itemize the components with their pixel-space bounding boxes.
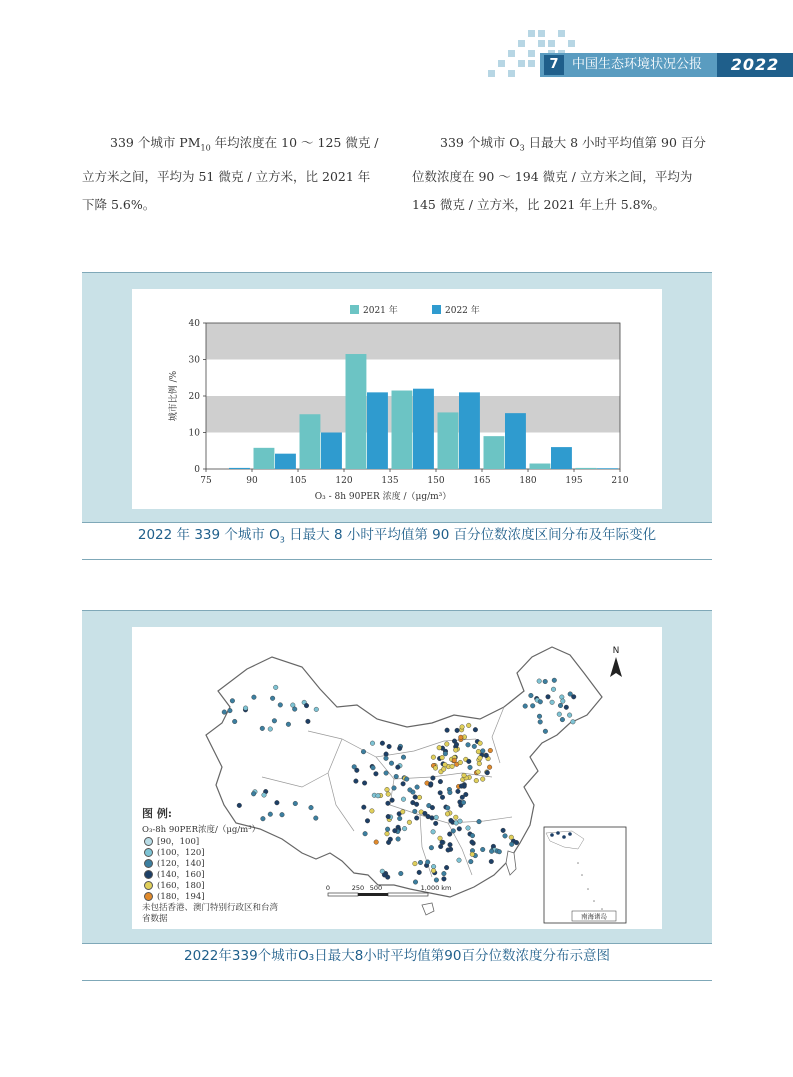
city-marker [407, 820, 412, 825]
city-marker [446, 848, 451, 853]
city-marker [272, 719, 277, 724]
city-marker [458, 819, 463, 824]
map-legend-note: 未包括香港、澳门特别行政区和台湾省数据 [142, 903, 279, 924]
legend-item-100-120: (100，120] [144, 846, 205, 858]
city-marker [397, 816, 402, 821]
city-marker [466, 743, 471, 748]
city-marker [232, 719, 237, 724]
city-marker [430, 805, 435, 810]
x-tick-label: 210 [611, 476, 629, 486]
city-marker [472, 744, 477, 749]
city-marker [222, 710, 227, 715]
city-marker [431, 830, 436, 835]
city-marker [384, 771, 389, 776]
y-tick-label: 0 [194, 465, 200, 475]
city-marker [445, 742, 450, 747]
city-marker [431, 868, 436, 873]
bar-2021-bin-5 [438, 412, 459, 469]
city-marker [469, 859, 474, 864]
city-marker [470, 852, 475, 857]
city-marker [363, 831, 368, 836]
city-marker [384, 756, 389, 761]
city-marker [251, 792, 256, 797]
bar-2022-bin-5 [459, 392, 480, 469]
city-marker [438, 844, 443, 849]
city-marker [423, 811, 428, 816]
city-marker [489, 859, 494, 864]
city-marker [275, 800, 280, 805]
bar-2022-bin-8 [597, 468, 618, 469]
city-marker [523, 704, 528, 709]
city-marker [418, 860, 423, 865]
report-title: 中国生态环境状况公报 [572, 57, 703, 72]
city-marker [551, 687, 556, 692]
city-marker [484, 753, 489, 758]
city-marker [260, 726, 265, 731]
city-marker [442, 871, 447, 876]
scale-label-1000: 1,000 km [420, 884, 452, 892]
city-marker [552, 678, 557, 683]
city-marker [384, 752, 389, 757]
city-marker [380, 741, 385, 746]
city-marker [458, 760, 463, 765]
city-marker [413, 809, 418, 814]
city-marker [470, 833, 475, 838]
bar-2021-bin-2 [300, 414, 321, 469]
city-marker [557, 712, 562, 717]
city-marker [243, 706, 248, 711]
city-marker [485, 770, 490, 775]
city-marker [400, 810, 405, 815]
city-marker [454, 815, 459, 820]
x-tick-label: 105 [289, 476, 307, 486]
y-tick-label: 40 [188, 319, 200, 329]
city-marker [537, 679, 542, 684]
bar-2021-bin-7 [530, 464, 551, 469]
city-marker [304, 703, 309, 708]
city-marker [268, 727, 273, 732]
city-marker [401, 755, 406, 760]
city-marker [397, 746, 402, 751]
city-marker [414, 802, 419, 807]
city-marker [371, 765, 376, 770]
city-marker [431, 755, 436, 760]
grid-band [206, 323, 620, 360]
chart-figure-panel [82, 272, 712, 523]
city-marker [252, 695, 257, 700]
inset-label: 南海诸岛 [581, 912, 607, 921]
city-marker [393, 828, 398, 833]
x-tick-label: 75 [200, 476, 212, 486]
map-canvas [132, 627, 662, 929]
city-marker [538, 700, 543, 705]
city-marker [442, 877, 447, 882]
pm10-paragraph: 339 个城市 $PM_{10}$ 年均浓度在 10 ～ 125 微克 / 立方米之间，平均为 51 微克 / 立方米，比 2021 年下降 5.6%。 [82, 135, 379, 212]
city-marker [394, 774, 399, 779]
city-marker [376, 793, 381, 798]
legend-swatch-0 [350, 305, 359, 314]
city-marker [438, 779, 443, 784]
city-marker [280, 812, 285, 817]
city-marker [452, 758, 457, 763]
city-marker [460, 725, 465, 730]
city-marker [278, 703, 283, 708]
x-tick-label: 165 [473, 476, 491, 486]
legend-dot-icon [144, 837, 153, 846]
city-marker [385, 787, 390, 792]
south-china-sea-inset [544, 827, 626, 923]
city-marker [413, 880, 418, 885]
city-marker [386, 792, 391, 797]
city-marker [443, 762, 448, 767]
city-marker [445, 806, 450, 811]
histogram-chart [132, 289, 662, 509]
hainan-island [422, 903, 434, 915]
bar-2021-bin-6 [484, 436, 505, 469]
y-tick-label: 20 [188, 392, 200, 402]
city-marker [488, 748, 493, 753]
city-marker [445, 812, 450, 817]
bar-2021-bin-4 [392, 391, 413, 469]
taiwan-island [506, 851, 516, 875]
city-marker [462, 773, 467, 778]
city-marker [497, 849, 502, 854]
city-marker [374, 840, 379, 845]
city-marker [270, 696, 275, 701]
legend-dot-icon [144, 870, 153, 879]
y-tick-label: 10 [188, 428, 200, 439]
city-marker [417, 870, 422, 875]
city-marker [404, 777, 409, 782]
city-marker [415, 785, 420, 790]
city-marker [387, 744, 392, 749]
bar-2021-bin-3 [346, 354, 367, 469]
city-marker [306, 719, 311, 724]
legend-item-180-194: (180，194] [144, 890, 205, 902]
o3-paragraph: 339 个城市 $O_3$ 日最大 8 小时平均值第 90 百分位数浓度在 90 ～ 194 微克 / 立方米之间，平均为 145 微克 / 立方米，比 2021 年上升 5.8%。 [412, 135, 706, 212]
city-marker [529, 693, 534, 698]
city-marker [461, 800, 466, 805]
city-marker [478, 741, 483, 746]
city-marker [261, 816, 266, 821]
bar-2022-bin-6 [505, 413, 526, 469]
city-marker [550, 700, 555, 705]
city-marker [489, 849, 494, 854]
legend-item-90-100: [90，100] [144, 835, 199, 847]
city-marker [390, 798, 395, 803]
city-marker [477, 761, 482, 766]
legend-label-1: 2022 年 [445, 306, 480, 316]
city-marker [237, 803, 242, 808]
x-axis-label: O₃ - 8h 90PER 浓度 /（μg/m³） [314, 492, 452, 502]
city-marker [543, 729, 548, 734]
legend-item-120-140: (120，140] [144, 857, 205, 869]
city-marker [509, 842, 514, 847]
city-marker [453, 748, 458, 753]
city-marker [413, 861, 418, 866]
city-marker [468, 765, 473, 770]
city-marker [530, 704, 535, 709]
x-tick-label: 120 [335, 476, 353, 486]
city-marker [481, 749, 486, 754]
legend-item-140-160: (140，160] [144, 868, 205, 880]
bar-2022-bin-0 [229, 468, 250, 469]
bar-2022-bin-4 [413, 389, 434, 469]
city-marker [474, 778, 479, 783]
china-outline [206, 647, 602, 897]
chart-caption: 2022 年 339 个城市 $O_3$ 日最大 8 小时平均值第 90 百分位数浓度区间分布及年际变化 [82, 522, 712, 560]
x-tick-label: 90 [246, 476, 258, 486]
city-marker [433, 766, 438, 771]
city-marker [437, 745, 442, 750]
city-marker [447, 832, 452, 837]
city-marker [477, 819, 482, 824]
legend-dot-icon [144, 892, 153, 901]
x-tick-label: 150 [427, 476, 445, 486]
city-marker [538, 720, 543, 725]
city-marker [558, 703, 563, 708]
city-marker [440, 755, 445, 760]
city-marker [355, 768, 360, 773]
city-marker [414, 816, 419, 821]
city-marker [509, 835, 514, 840]
city-marker [382, 873, 387, 878]
bar-2021-bin-8 [576, 468, 597, 469]
city-marker [537, 714, 542, 719]
city-marker [386, 814, 391, 819]
city-marker [454, 742, 459, 747]
city-marker [434, 815, 439, 820]
city-marker [466, 826, 471, 831]
city-marker [370, 809, 375, 814]
city-marker [501, 828, 506, 833]
city-marker [273, 685, 278, 690]
legend-item-160-180: (160，180] [144, 879, 205, 891]
city-marker [467, 759, 472, 764]
city-marker [413, 795, 418, 800]
bar-2021-bin-1 [254, 448, 275, 469]
city-marker [457, 858, 462, 863]
city-marker [434, 878, 439, 883]
chart-canvas [132, 289, 662, 509]
city-marker [451, 829, 456, 834]
city-marker [309, 805, 314, 810]
city-marker [286, 722, 291, 727]
legend-dot-icon [144, 859, 153, 868]
legend-dot-icon [144, 848, 153, 857]
scale-bar [326, 884, 451, 896]
city-marker [455, 728, 460, 733]
city-marker [374, 772, 379, 777]
city-marker [440, 795, 445, 800]
city-marker [314, 816, 319, 821]
city-marker [293, 801, 298, 806]
city-marker [389, 761, 394, 766]
legend-dot-icon [144, 881, 153, 890]
city-marker [365, 819, 370, 824]
bar-2022-bin-1 [275, 454, 296, 469]
city-marker [228, 708, 233, 713]
city-marker [543, 679, 548, 684]
bar-2022-bin-7 [551, 447, 572, 469]
city-marker [460, 795, 465, 800]
city-marker [401, 797, 406, 802]
city-marker [392, 786, 397, 791]
city-marker [429, 782, 434, 787]
north-arrow-icon [610, 657, 622, 677]
city-marker [385, 827, 390, 832]
scale-label-250: 250 [351, 884, 365, 892]
legend-label-0: 2021 年 [363, 306, 398, 316]
city-marker [388, 837, 393, 842]
map-legend-title: 图 例: [142, 807, 172, 820]
city-marker [571, 720, 576, 725]
city-marker [361, 749, 366, 754]
city-marker [459, 784, 464, 789]
city-marker [396, 765, 401, 770]
city-marker [362, 781, 367, 786]
legend-swatch-1 [432, 305, 441, 314]
x-tick-label: 195 [565, 476, 583, 486]
city-marker [292, 707, 297, 712]
city-marker [440, 840, 445, 845]
map-caption: 2022年339个城市O₃日最大8小时平均值第90百分位数浓度分布示意图 [82, 943, 712, 981]
map-legend-subtitle: O₃-8h 90PER浓度/（μg/m³） [142, 825, 261, 835]
city-marker [470, 840, 475, 845]
city-marker [441, 767, 446, 772]
map-figure-panel [82, 610, 712, 944]
y-tick-label: 30 [188, 355, 200, 366]
city-marker [445, 728, 450, 733]
city-marker [459, 735, 464, 740]
city-marker [443, 751, 448, 756]
city-marker [354, 779, 359, 784]
y-axis-label: 城市比例 /% [169, 370, 179, 422]
bar-2022-bin-3 [367, 392, 388, 469]
city-marker [450, 764, 455, 769]
city-marker [402, 826, 407, 831]
city-marker [262, 793, 267, 798]
city-marker [399, 871, 404, 876]
city-marker [457, 827, 462, 832]
city-marker [480, 777, 485, 782]
city-marker [546, 695, 551, 700]
city-marker [370, 741, 375, 746]
city-marker [444, 865, 449, 870]
city-marker [567, 713, 572, 718]
city-marker [438, 791, 443, 796]
city-marker [408, 788, 413, 793]
report-year: 2022 [717, 53, 793, 77]
bar-2022-bin-2 [321, 433, 342, 470]
city-marker [362, 805, 367, 810]
city-marker [456, 789, 461, 794]
city-marker [560, 717, 565, 722]
north-label: N [612, 646, 620, 656]
city-marker [571, 695, 576, 700]
city-marker [466, 723, 471, 728]
city-marker [314, 707, 319, 712]
city-marker [417, 795, 422, 800]
city-marker [448, 842, 453, 847]
city-marker [487, 765, 492, 770]
city-marker [230, 699, 235, 704]
page-number: 7 [544, 55, 564, 75]
city-marker [268, 812, 273, 817]
city-marker [561, 699, 566, 704]
city-marker [480, 847, 485, 852]
city-marker [385, 831, 390, 836]
city-marker [396, 837, 401, 842]
city-marker [514, 840, 519, 845]
china-map [132, 627, 662, 929]
city-marker [564, 705, 569, 710]
scale-label-500: 500 [369, 884, 383, 892]
scale-label-0: 0 [325, 884, 331, 892]
city-marker [476, 770, 481, 775]
city-marker [433, 821, 438, 826]
x-tick-label: 180 [519, 476, 537, 486]
city-marker [425, 860, 430, 865]
city-marker [401, 782, 406, 787]
city-marker [503, 834, 508, 839]
city-marker [473, 727, 478, 732]
x-tick-label: 135 [381, 476, 399, 486]
city-marker [429, 845, 434, 850]
city-marker [448, 790, 453, 795]
city-marker [431, 776, 436, 781]
city-marker [449, 818, 454, 823]
city-marker [386, 801, 391, 806]
city-marker [476, 749, 481, 754]
city-marker [478, 756, 483, 761]
